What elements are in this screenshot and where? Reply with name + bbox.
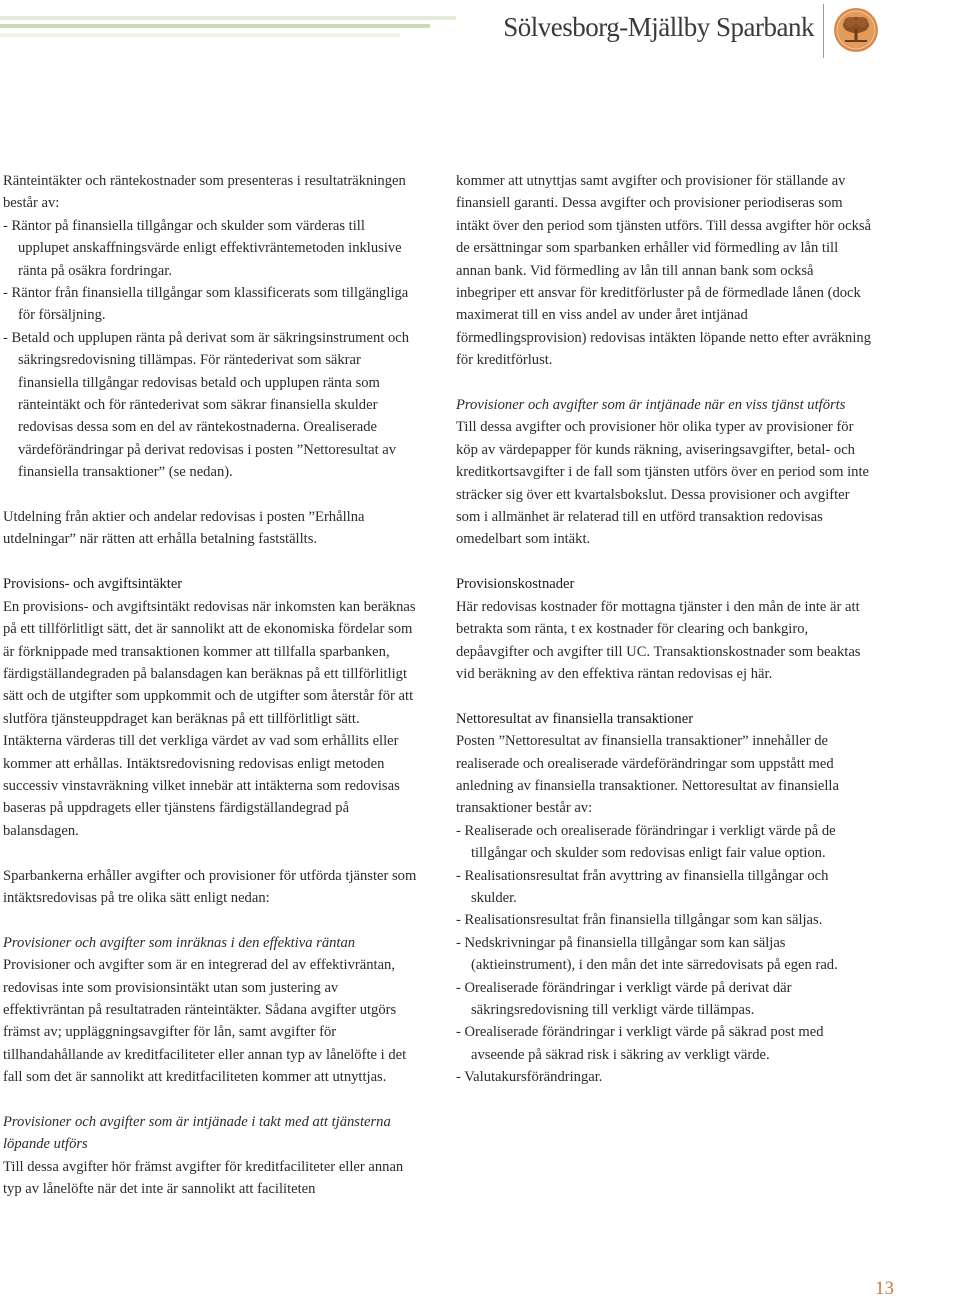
list-item: - Betald och upplupen ränta på derivat som är säkringsinstrument och säkringsredovisning tillämpas. För räntederivat som säkrar finansiella tillgångar redovisas betald och upplupen ränta som ränteintäkt och för räntederivat som säkrar finansiella skulder redovisas dessa som en del av räntekostnaderna. Orealiserade värdeförändringar på derivat redovisas i posten ”Nettoresultat av finansiella transaktioner” (se nedan). — [3, 329, 410, 481]
dividend-paragraph: Utdelning från aktier och andelar redovisas i posten ”Erhållna utdelningar” när rätten att erhålla betalning fastställts. — [3, 509, 365, 548]
interest-list — [3, 215, 417, 484]
list-item: - Realiserade och orealiserade förändringar i verkligt värde på de tillgångar och skulder som redovisas enligt fair value option. — [456, 822, 836, 862]
right-column — [456, 170, 874, 1089]
provisions-paragraph: En provisions- och avgiftsintäkt redovisas när inkomsten kan beräknas på ett tillförlitligt sätt, det är sannolikt att de ekonomiska fördelar som är förknippade med transaktionen kommer att tillfalla sparbanken, färdigställandegraden på balansdagen kan beräknas på ett tillförlitligt sätt och de utgifter som uppkommit och de utgifter som återstår för att slutföra tjänsteuppdraget kan beräknas på ett tillförlitligt sätt. Intäkterna värderas till det verkliga värdet av vad som erhållits eller kommer att erhållas. Intäktsredovisning redovisas enligt metoden successiv vinstavräkning vilket innebär att intäkterna som redovisas baseras på uppdragets eller tjänstens färdigställandegrad på balansdagen. — [3, 598, 416, 839]
list-item: - Räntor på finansiella tillgångar och skulder som värderas till upplupet anskaffningsvärde enligt effektivräntemetoden inklusive ränta på osäkra fordringar. — [3, 217, 402, 279]
list-item: - Realisationsresultat från finansiella tillgångar som kan säljas. — [456, 912, 823, 929]
section-heading: Nettoresultat av finansiella transaktioner — [456, 710, 694, 727]
left-column — [3, 170, 417, 1223]
list-item: - Valutakursförändringar. — [456, 1069, 603, 1086]
effective-rate-paragraph: Provisioner och avgifter som är en integrerad del av effektivräntan, redovisas inte som provisionsintäkt utan som justering av effektivräntan på resultatraden ränteintäkter. Sådana avgifter utgörs främst av; uppläggningsavgifter för lån, samt avgifter för tillhandahållande av kreditfaciliteter eller annan typ av lånelöfte i det fall som det är sannolikt att kreditfaciliteten kommer att utnyttjas. — [3, 957, 407, 1086]
header-stripe-bottom — [0, 33, 400, 37]
list-item: - Orealiserade förändringar i verkligt värde på säkrad post med avseende på säkrad risk i säkring av verkligt värde. — [456, 1024, 824, 1063]
list-item: - Realisationsresultat från avyttring av finansiella tillgångar och skulder. — [456, 867, 829, 906]
header-divider — [823, 4, 824, 58]
list-item: - Orealiserade förändringar i verkligt värde på derivat där säkringsredovisning till verkligt värde tillämpas. — [456, 979, 792, 1018]
intro-paragraph: Ränteintäkter och räntekostnader som presenteras i resultaträkningen består av: — [3, 173, 406, 212]
tree-logo-icon — [833, 7, 879, 53]
list-item: - Nedskrivningar på finansiella tillgångar som kan säljas (aktieinstrument), i den mån det inte särredovisats på egen rad. — [456, 934, 838, 974]
specific-service-paragraph: Till dessa avgifter och provisioner hör olika typer av provisioner för köp av värdepapper för kunds räkning, aviseringsavgifter, betal- och kreditkortsavgifter i de fall som tjänsten utförs över en period som inte sträcker sig över ett kvartalsbokslut. Dessa provisioner och avgifter som i allmänhet är relaterad till en utförd transaktion redovisas omedelbart som intäkt. — [456, 419, 869, 548]
continuous-paragraph: Till dessa avgifter hör främst avgifter för kreditfaciliteter eller annan typ av lånelöfte när det inte är sannolikt att faciliteten — [3, 1158, 404, 1198]
continued-paragraph: kommer att utnyttjas samt avgifter och provisioner för ställande av finansiell garanti. Dessa avgifter och provisioner periodiseras som intäkt över den period som tjänsten utförs. Till dessa avgifter hör också de ersättningar som sparbanken erhåller vid förmedling av lån till annan bank. Vid förmedling av lån till annan bank som också inbegriper ett ansvar för kreditförluster på de förmedlade lånen (dock maximerat till en viss andel av under året intjänad förmedlingsprovision) redovisas intäkten löpande netto efter avräkning för kreditförlust. — [456, 173, 872, 369]
subheading-italic: Provisioner och avgifter som är intjänade i takt med att tjänsterna löpande utförs — [3, 1113, 391, 1153]
section-heading: Provisionskostnader — [456, 576, 575, 593]
list-item: - Räntor från finansiella tillgångar som klassificerats som tillgängliga för försäljning. — [3, 285, 409, 324]
subheading-italic: Provisioner och avgifter som inräknas i den effektiva räntan — [3, 934, 356, 951]
costs-paragraph: Här redovisas kostnader för mottagna tjänster i den mån de inte är att betrakta som ränta, t ex kostnader för clearing och bankgiro, depåavgifter och avgifter till UC. Transaktionskostnader som beaktas vid beräkning av den effektiva räntan redovisas ej här. — [456, 598, 861, 682]
section-heading: Provisions- och avgiftsintäkter — [3, 576, 183, 593]
bank-name: Sölvesborg-Mjällby Sparbank — [503, 12, 814, 42]
page-number: 13 — [875, 1278, 894, 1299]
header-stripe-middle — [0, 24, 430, 28]
header-stripe-top — [0, 16, 456, 20]
sparbankerna-paragraph: Sparbankerna erhåller avgifter och provisioner för utförda tjänster som intäktsredovisas på tre olika sätt enligt nedan: — [3, 867, 417, 906]
net-result-list — [456, 820, 874, 1089]
net-result-paragraph: Posten ”Nettoresultat av finansiella transaktioner” innehåller de realiserade och orealiserade värdeförändringar som uppstått med anledning av finansiella transaktioner. Nettoresultat av finansiella transaktioner består av: — [456, 733, 839, 817]
subheading-italic: Provisioner och avgifter som är intjänade när en viss tjänst utförts — [456, 397, 846, 414]
